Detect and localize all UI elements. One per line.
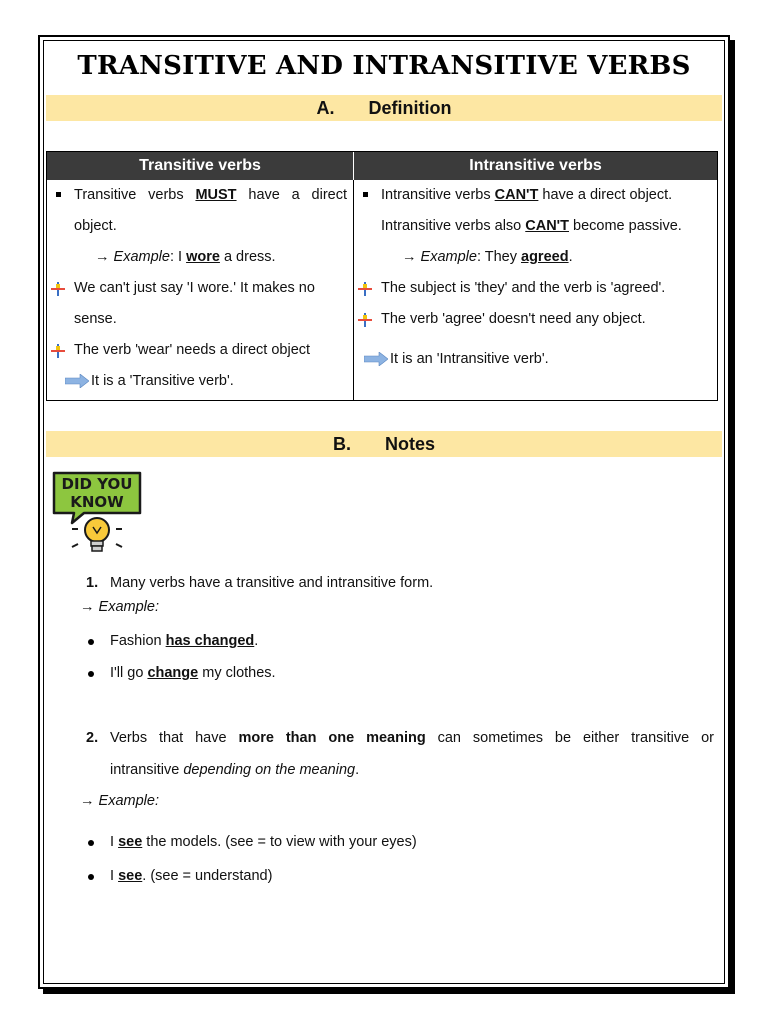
round-bullet-icon xyxy=(88,874,94,880)
pushpin-icon xyxy=(50,281,66,297)
table-header-row xyxy=(47,152,717,180)
intransitive-example: → Example: They agreed. xyxy=(402,249,573,265)
did-you-know-lightbulb-icon xyxy=(50,469,146,559)
note-2-line-2: intransitive depending on the meaning. xyxy=(110,762,360,778)
right-arrow-icon: → xyxy=(95,249,110,265)
right-arrow-icon: → xyxy=(80,599,95,615)
intransitive-line-1: Intransitive verbs CAN'T have a direct object. xyxy=(354,180,717,211)
pushpin-icon xyxy=(357,281,373,297)
intransitive-line-4: The subject is 'they' and the verb is 'agreed'. xyxy=(354,273,717,304)
page-frame xyxy=(38,35,730,989)
note-1: 1. Many verbs have a transitive and intransitive form. xyxy=(86,575,434,591)
definition-table xyxy=(46,151,718,401)
note-2: 2. Verbs that have more than one meaning can sometimes be either transitive or xyxy=(86,730,714,746)
transitive-line-7: It is a 'Transitive verb'. xyxy=(47,366,353,397)
section-a-letter: A. xyxy=(316,97,335,118)
section-a-title: Definition xyxy=(368,97,452,118)
transitive-line-2: object. xyxy=(74,218,117,234)
round-bullet-icon xyxy=(88,639,94,645)
transitive-line-5: sense. xyxy=(74,311,117,327)
note-1-bullet-2: I'll go change my clothes. xyxy=(110,665,276,681)
note-1-bullet-1: Fashion has changed. xyxy=(110,633,258,649)
transitive-column xyxy=(47,180,354,400)
badge-line-2: KNOW xyxy=(70,493,124,511)
square-bullet-icon xyxy=(56,192,61,197)
section-b-header xyxy=(46,431,722,457)
right-arrow-icon: → xyxy=(402,249,417,265)
page-title: TRANSITIVE AND INTRANSITIVE VERBS xyxy=(77,51,691,81)
blue-arrow-icon xyxy=(65,374,89,388)
note-2-bullet-1: I see the models. (see = to view with your eyes) xyxy=(110,834,417,850)
header-transitive: Transitive verbs xyxy=(47,152,354,180)
pushpin-icon xyxy=(50,343,66,359)
transitive-line-4: We can't just say 'I wore.' It makes no xyxy=(47,273,353,304)
square-bullet-icon xyxy=(363,192,368,197)
badge-line-1: DID YOU xyxy=(61,475,133,493)
note-1-number: 1. xyxy=(86,575,99,591)
section-b-letter: B. xyxy=(332,433,351,454)
section-a-header xyxy=(46,95,722,121)
note-2-example-label: → Example: xyxy=(80,793,159,809)
round-bullet-icon xyxy=(88,671,94,677)
transitive-example: → Example: I wore a dress. xyxy=(95,249,276,265)
section-b-title: Notes xyxy=(384,433,435,454)
intransitive-line-5: The verb 'agree' doesn't need any object. xyxy=(354,304,717,335)
header-intransitive: Intransitive verbs xyxy=(469,157,602,174)
note-2-number: 2. xyxy=(86,730,99,746)
transitive-line-6: The verb 'wear' needs a direct object xyxy=(47,335,353,366)
note-1-example-label: → Example: xyxy=(80,599,159,615)
transitive-line-1: Transitive verbs MUST have a direct xyxy=(47,180,353,211)
note-2-bullet-2: I see. (see = understand) xyxy=(110,868,272,884)
intransitive-column xyxy=(354,180,717,400)
intransitive-line-6: It is an 'Intransitive verb'. xyxy=(354,344,717,375)
blue-arrow-icon xyxy=(364,352,388,366)
pushpin-icon xyxy=(357,312,373,328)
right-arrow-icon: → xyxy=(80,793,95,809)
intransitive-line-2: Intransitive verbs also CAN'T become passive. xyxy=(381,218,682,234)
round-bullet-icon xyxy=(88,840,94,846)
